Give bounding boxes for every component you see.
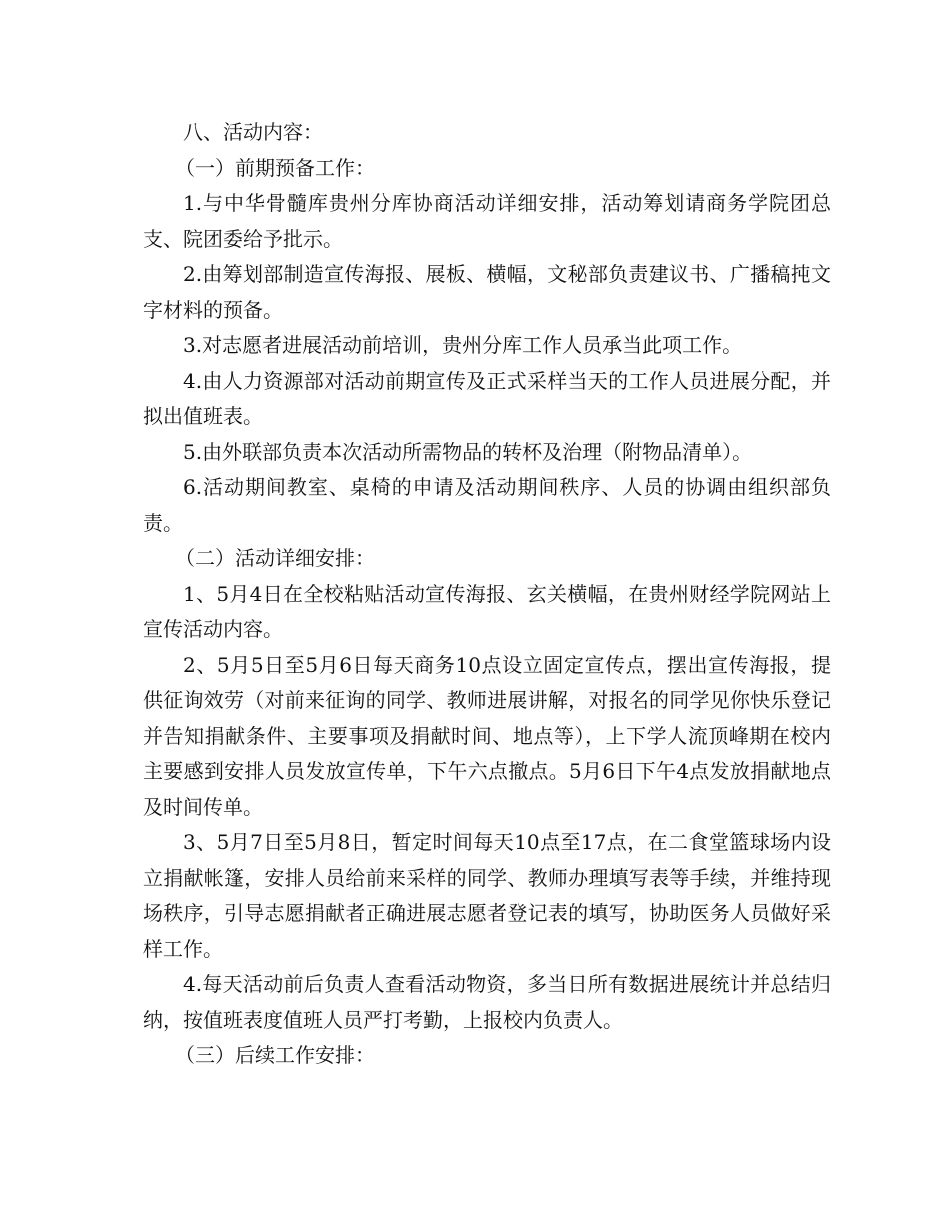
paragraph: 6.活动期间教室、桌椅的申请及活动期间秩序、人员的协调由组织部负责。 bbox=[143, 475, 831, 535]
paragraph: 4.每天活动前后负责人查看活动物资，多当日所有数据进展统计并总结归纳，按值班表度值班人员严打考勤，上报校内负责人。 bbox=[143, 972, 831, 1032]
paragraph: 3、5月7日至5月8日，暂定时间每天10点至17点，在二食堂篮球场内设立捐献帐篷，安排人员给前来采样的同学、教师办理填写表等手续，并维持现场秩序，引导志愿捐献者正确进展志愿者登记表的填写，协助医务人员做好采样工作。 bbox=[143, 830, 831, 961]
paragraph: 2、5月5日至5月6日每天商务10点设立固定宣传点，摆出宣传海报，提供征询效劳（对前来征询的同学、教师进展讲解，对报名的同学见你快乐登记并告知捐献条件、主要事项及捐献时间、地点等），上下学人流顶峰期在校内主要感到安排人员发放宣传单，下午六点撤点。5月6日下午4点发放捐献地点及时间传单。 bbox=[143, 652, 831, 819]
paragraph: 1.与中华骨髓库贵州分库协商活动详细安排，活动筹划请商务学院团总支、院团委给予批示。 bbox=[143, 191, 831, 251]
section-title: 八、活动内容： bbox=[183, 120, 323, 144]
document-body bbox=[143, 115, 831, 1074]
part2-heading: （二）活动详细安排： bbox=[175, 546, 375, 570]
part3-heading: （三）后续工作安排： bbox=[175, 1043, 375, 1067]
part1-heading: （一）前期预备工作： bbox=[175, 155, 375, 180]
paragraph: 4.由人力资源部对活动前期宣传及正式采样当天的工作人员进展分配，并拟出值班表。 bbox=[143, 368, 831, 428]
paragraph: 1、5月4日在全校粘贴活动宣传海报、玄关横幅，在贵州财经学院网站上宣传活动内容。 bbox=[143, 581, 831, 641]
paragraph: 2.由筹划部制造宣传海报、展板、横幅，文秘部负责建议书、广播稿扽文字材料的预备。 bbox=[143, 262, 831, 322]
paragraph: 5.由外联部负责本次活动所需物品的转杯及治理（附物品清单）。 bbox=[183, 439, 753, 464]
paragraph: 3.对志愿者进展活动前培训，贵州分库工作人员承当此项工作。 bbox=[183, 333, 743, 357]
